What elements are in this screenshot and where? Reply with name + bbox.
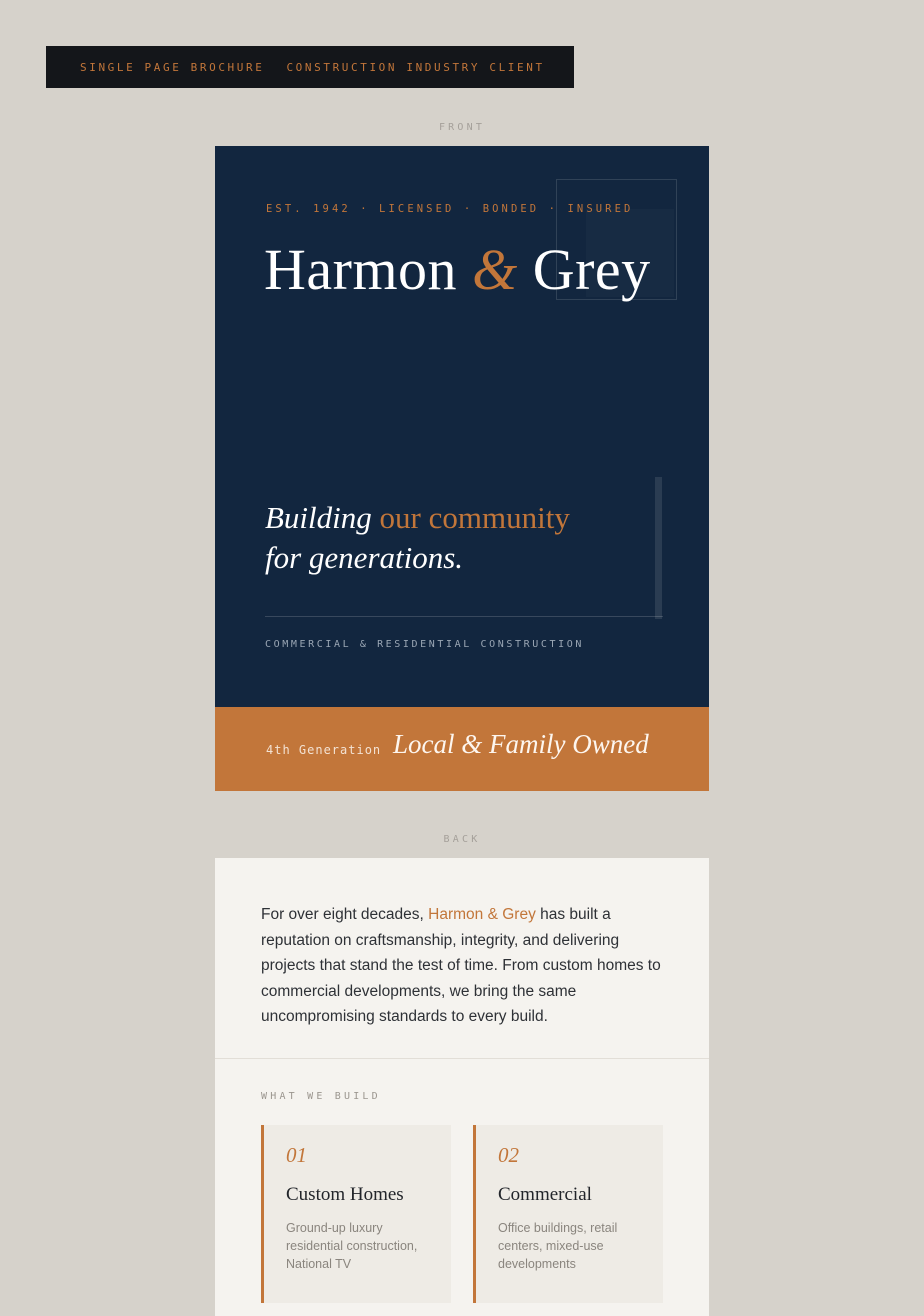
service-card-description: Office buildings, retail centers, mixed-use developments	[498, 1220, 618, 1271]
service-card	[473, 1125, 663, 1303]
services-subline: COMMERCIAL & RESIDENTIAL CONSTRUCTION	[265, 639, 584, 650]
service-card-title: Commercial	[498, 1184, 592, 1205]
generation-label: 4th Generation	[266, 743, 382, 757]
front-caption: FRONT	[438, 122, 486, 133]
brand-title	[264, 236, 651, 303]
service-card-description: Ground-up luxury residential construction, National TV	[286, 1220, 418, 1271]
client-industry-label: CONSTRUCTION INDUSTRY CLIENT	[286, 60, 545, 74]
what-we-build-label: WHAT WE BUILD	[261, 1091, 381, 1102]
brochure-back-panel	[215, 858, 709, 1316]
front-accent-band	[215, 707, 709, 791]
back-caption: BACK	[443, 834, 481, 845]
tagline-accent-part: our community	[379, 500, 570, 535]
intro-text-after: has built a reputation on craftsmanship, integrity, and delivering projects that stand the test of time. From custom homes to commercial developments, we bring the same uncompromising standards to every build.	[261, 906, 661, 1025]
intro-brand-mention: Harmon & Grey	[428, 906, 536, 923]
tagline-line-two: for generations.	[265, 540, 464, 575]
tagline-italic-part: Building	[265, 500, 380, 535]
document-meta-bar	[46, 46, 574, 88]
service-card-number: 02	[498, 1143, 519, 1167]
service-card-title: Custom Homes	[286, 1184, 404, 1205]
intro-paragraph	[261, 902, 661, 1030]
service-card	[261, 1125, 451, 1303]
intro-text-before: For over eight decades,	[261, 906, 429, 923]
front-divider-rule	[265, 616, 663, 617]
brochure-type-label: SINGLE PAGE BROCHURE	[80, 60, 265, 74]
ownership-label: Local & Family Owned	[393, 729, 649, 759]
back-divider-rule	[215, 1058, 709, 1059]
service-card-number: 01	[286, 1143, 307, 1167]
decorative-vertical-bar	[655, 477, 662, 619]
brochure-front-panel	[215, 146, 709, 790]
brand-ampersand: &	[472, 237, 518, 302]
service-card-list	[261, 1125, 663, 1303]
tagline	[265, 498, 570, 578]
credentials-eyebrow: EST. 1942 · LICENSED · BONDED · INSURED	[266, 203, 634, 215]
brand-name-first: Harmon	[264, 237, 473, 302]
brand-name-last: Grey	[517, 237, 651, 302]
